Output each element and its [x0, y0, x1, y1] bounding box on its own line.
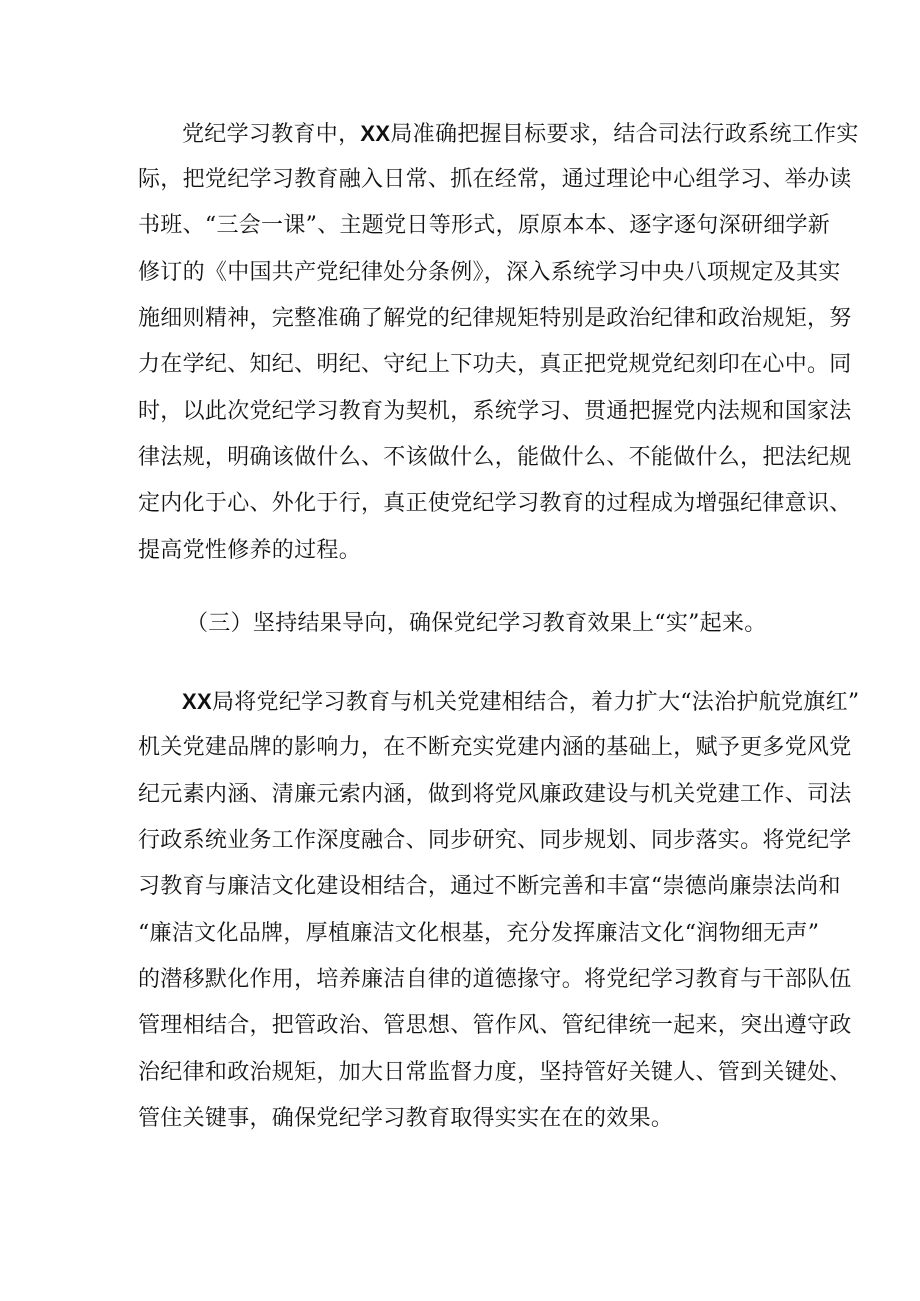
paragraph-1-line-9: 定内化于心、外化于行，真正使党纪学习教育的过程成为增强纪律意识、	[138, 491, 852, 516]
bureau-name-placeholder: XX	[182, 689, 212, 714]
paragraph-1-line-4: 修订的《中国共产党纪律处分条例》，深入系统学习中央八项规定及其实	[138, 260, 841, 285]
paragraph-1-line-7: 时，以此次党纪学习教育为契机，系统学习、贯通把握党内法规和国家法	[138, 399, 852, 424]
paragraph-1-line-6: 力在学纪、知纪、明纪、守纪上下功夫，真正把党规党纪刻印在心中。同	[138, 352, 852, 377]
paragraph-2-line-4: 行政系统业务工作深度融合、同步研究、同步规划、同步落实。将党纪学	[138, 828, 852, 853]
paragraph-2-line-6: “廉洁文化品牌，厚植廉洁文化根基，充分发挥廉洁文化“润物细无声”	[138, 921, 820, 946]
paragraph-1-line-2: 际，把党纪学习教育融入日常、抓在经常，通过理论中心组学习、举办读	[138, 167, 852, 192]
paragraph-2-line-9: 治纪律和政治规矩，加大日常监督力度，坚持管好关键人、管到关键处、	[138, 1060, 852, 1085]
paragraph-2-line-10: 管住关键事，确保党纪学习教育取得实实在在的效果。	[138, 1106, 674, 1131]
paragraph-1-line-1: 党纪学习教育中，XX局准确把握目标要求，结合司法行政系统工作实	[182, 121, 859, 147]
paragraph-1-line-5: 施细则精神，完整准确了解党的纪律规矩特别是政治纪律和政治规矩，努	[138, 306, 852, 331]
paragraph-2-line-1: XX局将党纪学习教育与机关党建相结合，着力扩大“法治护航党旗红”	[182, 689, 860, 715]
paragraph-2-line-2: 机关党建品牌的影响力，在不断充实党建内涵的基础上，赋予更多党风党	[138, 735, 852, 760]
paragraph-2-line-8: 管理相结合，把管政治、管思想、管作风、管纪律统一起来，突出遵守政	[138, 1013, 852, 1038]
section-heading-3: （三）坚持结果导向，确保党纪学习教育效果上“实”起来。	[186, 611, 767, 636]
bureau-name-placeholder: XX	[360, 121, 391, 146]
paragraph-1-line-3: 书班、“三会一课”、主题党日等形式，原原本本、逐字逐句深研细学新	[138, 213, 831, 238]
paragraph-1-line-10: 提高党性修养的过程。	[138, 538, 362, 563]
paragraph-1-line-8: 律法规，明确该做什么、不该做什么，能做什么、不能做什么，把法纪规	[138, 445, 852, 470]
paragraph-2-line-5: 习教育与廉洁文化建设相结合，通过不断完善和丰富“崇德尚廉崇法尚和	[138, 874, 841, 899]
paragraph-2-line-7: 的潜移默化作用，培养廉洁自律的道德掾守。将党纪学习教育与干部队伍	[138, 967, 852, 992]
paragraph-2-line-3: 纪元素内涵、清廉元索内涵，做到将党风廉政建设与机关党建工作、司法	[138, 782, 852, 807]
